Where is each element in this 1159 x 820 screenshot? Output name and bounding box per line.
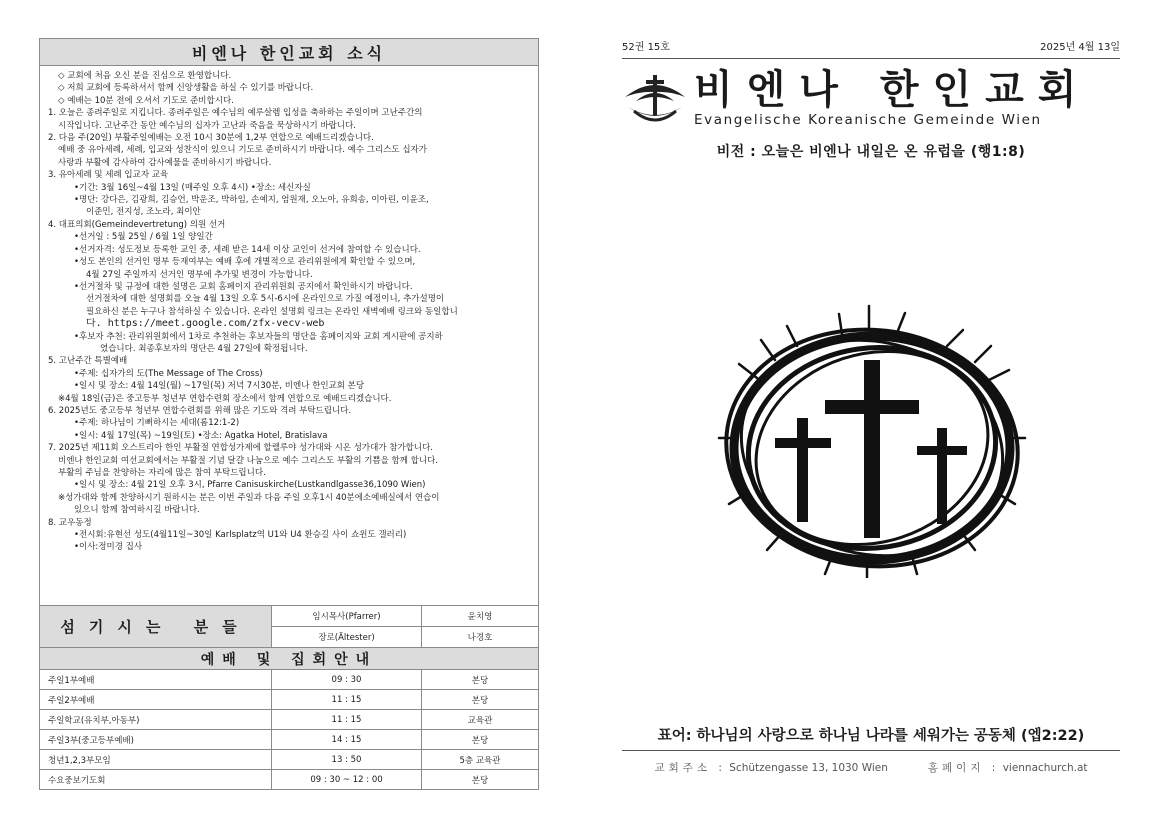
news-line: •성도 본인의 선거인 명부 등재여부는 예배 후에 개별적으로 관리위원에게 확인할 수 있으며,: [74, 257, 416, 268]
news-line: 사랑과 부활에 감사하여 감사예물을 준비하시기 바랍니다.: [58, 157, 272, 168]
church-name: 비엔나 한인교회: [694, 67, 1091, 113]
news-line: 필요하신 분은 누구나 참석하실 수 있습니다. 온라인 설명회 링크는 온라인 새벽예배 링크와 동일합니: [86, 306, 458, 317]
homepage-link[interactable]: viennachurch.at: [1002, 762, 1088, 774]
news-line: •주제: 하나님이 기뻐하시는 세대(롬12:1-2): [74, 418, 240, 429]
news-line: 7. 2025년 제11회 오스트리아 한인 부활절 연합성가제에 할렐루야 성가대와 시온 성가대가 참가합니다.: [48, 443, 434, 454]
news-line: •일시 및 장소: 4월 14일(월) ~17일(목) 저녁 7시30분, 비엔나 한인교회 본당: [74, 381, 365, 392]
news-line: ◇ 교회에 처음 오신 분을 진심으로 환영합니다.: [58, 71, 232, 81]
vision-statement: 비전 : 오늘은 비엔나 내일은 온 유럽을 (행1:8): [716, 144, 1026, 160]
crown-of-thorns-crosses-icon: [717, 288, 1027, 578]
news-line: •전시회:유현선 성도(4월11일~30일 Karlsplatz역 U1와 U4 환승길 사이 쇼윈도 갤러리): [74, 530, 407, 541]
church-subtitle: Evangelische Koreanische Gemeinde Wien: [694, 112, 1042, 128]
service-time: 11 : 15: [272, 690, 422, 709]
news-line: 시작입니다. 고난주간 동안 예수님의 십자가 고난과 죽음을 묵상하시기 바랍니다.: [58, 120, 356, 131]
service-name: [40, 690, 272, 709]
staff-table: [272, 606, 538, 647]
service-name: [40, 710, 272, 729]
staff-title: 섬기시는 분들: [40, 606, 272, 647]
masthead: [622, 67, 1120, 129]
service-row: [39, 690, 539, 710]
news-line: •후보자 추천: 관리위원회에서 1차로 추천하는 후보자들의 명단을 홈페이지와 교회 게시판에 공지하: [74, 331, 443, 342]
news-line: •선거절차 및 규정에 대한 설명은 교회 홈페이지 관리위원회 공지에서 확인하시기 바랍니다.: [74, 281, 413, 292]
news-line: 3. 유아세례 및 세례 입교자 교육: [48, 170, 169, 181]
service-time: 09 : 30: [272, 670, 422, 689]
service-name-text: 청년1,2,3부모임: [48, 755, 111, 766]
address-label: 교회주소 :: [654, 762, 726, 774]
news-line: ◇ 예배는 10분 전에 오셔서 기도로 준비합시다.: [58, 95, 234, 106]
news-line: 이준민, 전지성, 조노라, 최이안: [86, 207, 201, 218]
services-table: [39, 670, 539, 790]
news-line: 6. 2025년도 중고등부 청년부 연합수련회를 위해 많은 기도와 격려 부탁드립니다.: [48, 405, 352, 416]
service-place: 본당: [471, 695, 489, 706]
news-line: •일시: 4월 17일(목) ~19일(토) •장소: Agatka Hotel, Bratislava: [74, 430, 328, 441]
news-line: 4. 대표의회(Gemeindevertretung) 의원 선거: [48, 219, 226, 230]
issue-date: 2025년 4월 13일: [1040, 42, 1120, 53]
service-name-text: 주일학교(유치부,아동부): [48, 715, 140, 726]
church-address: Schützengasse 13, 1030 Wien: [729, 762, 888, 774]
news-line: •기간: 3월 16일~4월 13일 (매주일 오후 4시) •장소: 세신자실: [74, 182, 311, 193]
news-line: 2. 다음 주(20일) 부활주일예배는 오전 10시 30분에 1,2부 연합으로 예배드리겠습니다.: [48, 133, 374, 144]
service-name-text: 주일3부(중고등부예배): [48, 735, 134, 746]
left-page: [39, 38, 539, 790]
news-line: 4월 27일 주일까지 선거인 명부에 추가및 변경이 가능합니다.: [86, 269, 313, 280]
news-line: 1. 오늘은 종려주일로 지킵니다. 종려주일은 예수님의 예루살렘 입성을 축하하는 주일이며 고난주간의: [48, 108, 423, 119]
news-line: •이사:정미경 집사: [74, 542, 143, 553]
service-place: 본당: [471, 735, 489, 746]
service-name: [40, 730, 272, 749]
news-line: 있으니 함께 참여하시길 바랍니다.: [74, 505, 200, 516]
service-place: 교육관: [467, 715, 493, 726]
news-line: ◇ 저희 교회에 등록하셔서 함께 신앙생활을 하실 수 있기를 바랍니다.: [58, 83, 314, 94]
top-divider: [622, 58, 1120, 59]
service-time: 09 : 30 ~ 12 : 00: [272, 770, 422, 789]
news-line: 비엔나 한인교회 여선교회에서는 부활절 기념 달걀 나눔으로 예수 그리스도 부활의 기쁨을 함께 합니다.: [58, 455, 438, 466]
volume-number: 52권 15호: [622, 42, 670, 53]
news-line: 예배 중 유아세례, 세례, 입교와 성찬식이 있으니 기도로 준비하시기 바랍니다. 예수 그리스도 십자가: [58, 145, 427, 156]
issue-meta: [622, 38, 1120, 54]
staff-name: 나경호: [467, 633, 493, 643]
news-line: •주제: 십자가의 도(The Message of The Cross): [74, 368, 263, 379]
news-title: 비엔나 한인교회 소식: [39, 38, 539, 66]
staff-section: [39, 606, 539, 648]
service-row: [39, 710, 539, 730]
staff-row: [272, 626, 538, 647]
news-line: ※성가대와 함께 찬양하시기 원하시는 분은 이번 주일과 다음 주일 오후1시 40분에소예배실에서 연습이: [58, 492, 440, 503]
service-place: 본당: [471, 775, 489, 786]
news-line: •명단: 강다은, 김광희, 김승언, 박운조, 박하임, 손예지, 엄원재, 오노아, 유희송, 이아린, 이윤조,: [74, 195, 429, 206]
church-logo-icon: [622, 67, 688, 129]
news-line: ※4월 18일(금)은 중고등부 청년부 연합수련회 장소에서 함께 연합으로 예배드리겠습니다.: [58, 393, 392, 404]
bottom-divider: [622, 750, 1120, 751]
staff-role: 임시목사(Pfarrer): [272, 606, 422, 626]
news-line: •선거일 : 5월 25일 / 6월 1일 양일간: [74, 232, 213, 243]
news-line: •일시 및 장소: 4월 21일 오후 3시, Pfarre Canisuskirche(Lustkandlgasse36,1090 Wien): [74, 480, 426, 491]
service-time: 14 : 15: [272, 730, 422, 749]
staff-name: 윤치영: [467, 612, 493, 622]
staff-role: 장로(Ältester): [272, 627, 422, 647]
service-name: [40, 770, 272, 789]
service-name-text: 주일1부예배: [48, 675, 95, 686]
homepage-label: 홈페이지 :: [927, 762, 1000, 774]
service-row: [39, 750, 539, 770]
service-place: 5층 교육관: [459, 755, 501, 766]
news-line: 였습니다. 최종후보자의 명단은 4월 27일에 확정됩니다.: [100, 343, 308, 354]
homepage-block: [928, 760, 1088, 775]
news-line: 부활의 주님을 찬양하는 자리에 많은 참여 부탁드립니다.: [58, 468, 266, 478]
news-list: [39, 66, 539, 606]
service-place: 본당: [471, 675, 489, 686]
service-name-text: 주일2부예배: [48, 695, 95, 706]
footer: [622, 760, 1120, 775]
service-row: [39, 670, 539, 690]
service-row: [39, 730, 539, 750]
news-line: 선거절차에 대한 설명회를 오늘 4월 13일 오후 5시-6시에 온라인으로 가질 예정이니, 추가설명이: [86, 294, 445, 305]
news-line: 8. 교우동정: [48, 517, 92, 528]
news-line: 다. https://meet.google.com/zfx-vecv-web: [86, 318, 325, 330]
service-name: [40, 670, 272, 689]
service-time: 11 : 15: [272, 710, 422, 729]
services-title: 예배 및 집회안내: [39, 648, 539, 670]
service-name: [40, 750, 272, 769]
news-line: •선거자격: 성도정보 등록한 교인 중, 세례 받은 14세 이상 교인이 선거에 참여할 수 있습니다.: [74, 244, 421, 255]
service-name-text: 수요중보기도회: [48, 775, 106, 786]
church-motto: 표어: 하나님의 사랑으로 하나님 나라를 세워가는 공동체 (엡2:22): [657, 728, 1085, 744]
right-page: [622, 38, 1120, 790]
service-time: 13 : 50: [272, 750, 422, 769]
news-line: 5. 고난주간 특별예배: [48, 356, 128, 367]
service-row: [39, 770, 539, 790]
staff-row: [272, 606, 538, 626]
address-block: [654, 760, 887, 775]
